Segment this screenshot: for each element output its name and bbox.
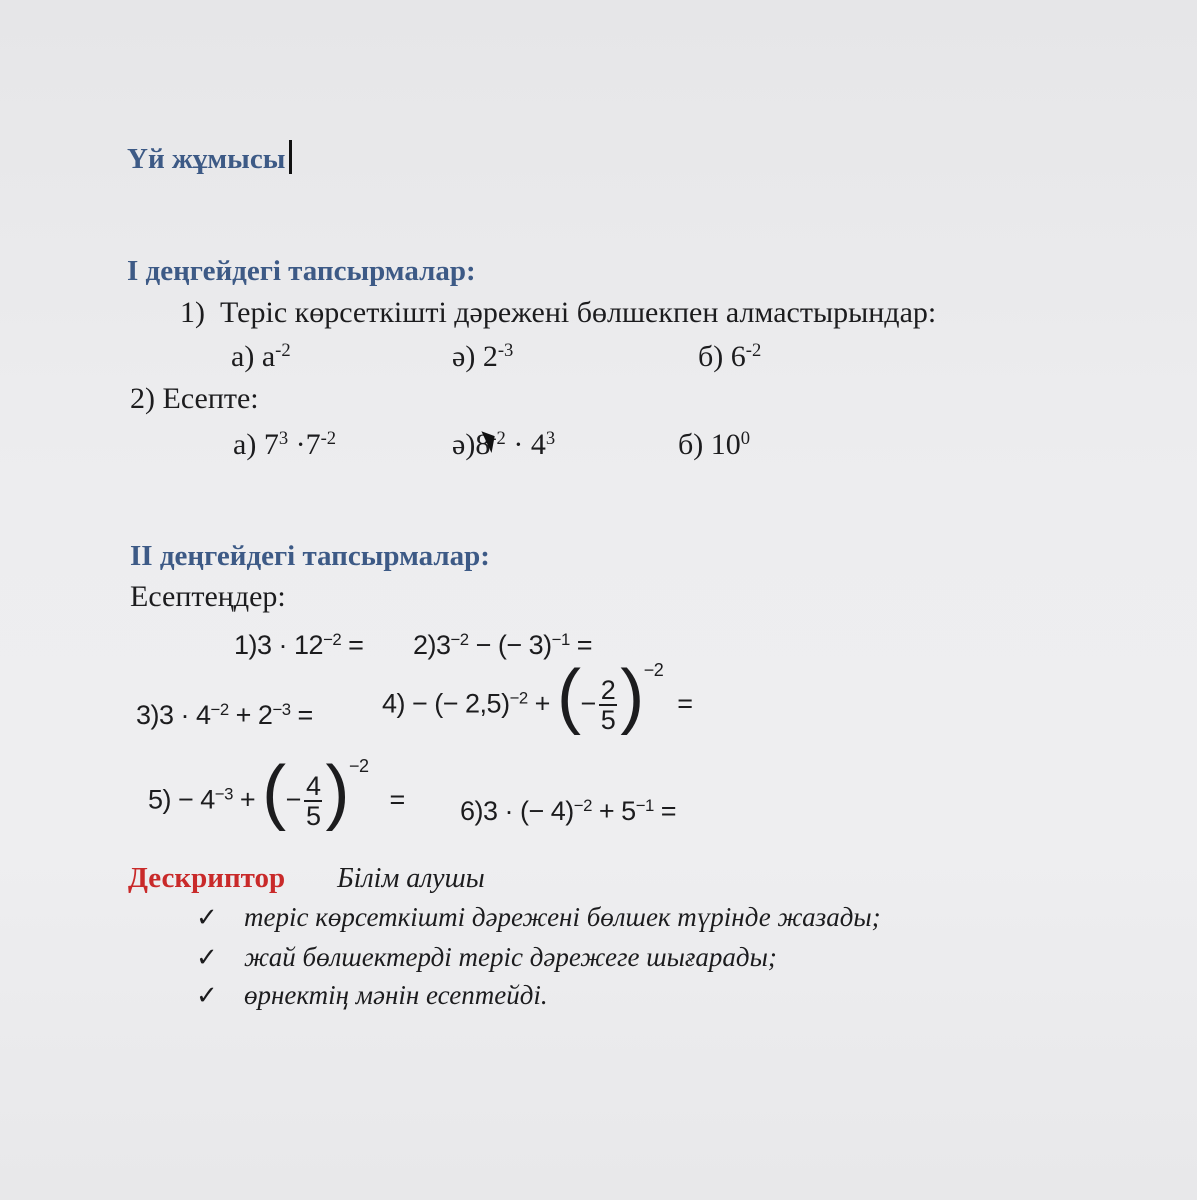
eq-exponent: −2	[210, 699, 229, 719]
task1-text: Теріс көрсеткішті дәрежені бөлшекпен алмастырындар:	[220, 296, 937, 329]
task1-line	[180, 296, 936, 330]
equation-6	[460, 796, 676, 827]
item-exponent: 0	[740, 427, 751, 449]
eq-exponent: −1	[551, 629, 570, 649]
item-base: 7	[305, 428, 321, 461]
checkmark-icon: ✓	[196, 981, 218, 1010]
eq-exponent: −2	[450, 629, 469, 649]
task1-item-ae	[452, 340, 513, 374]
eq-exponent: −2	[643, 660, 664, 681]
descriptor-header	[128, 862, 485, 895]
descriptor-label: Дескриптор	[128, 862, 286, 894]
item-label: а)	[233, 428, 257, 461]
text-cursor	[289, 140, 292, 174]
eq-part: =	[653, 796, 677, 826]
equation-3	[136, 700, 313, 731]
eq-part: 3)3 · 4	[136, 700, 211, 730]
eq-part: 5) − 4	[148, 784, 215, 815]
task1-item-b	[698, 340, 761, 374]
fraction	[304, 772, 323, 831]
item-base: 7	[263, 428, 279, 461]
page-title	[127, 140, 292, 176]
eq-exponent: −2	[573, 795, 592, 815]
task1-number: 1)	[180, 296, 205, 329]
equation-5: $5) - 4^{-3}$ + (− $\frac{4}{5}$ )$^{-2}$ =	[148, 752, 405, 833]
dot-operator: ·	[295, 428, 306, 461]
eq-part: 6)3 · (− 4)	[460, 796, 574, 826]
dot-operator: ·	[513, 428, 524, 461]
item-base: 6	[730, 340, 746, 373]
eq-part: + 5	[591, 796, 636, 826]
task2-item-a	[233, 428, 336, 462]
eq-minus: −	[285, 784, 301, 815]
level1-heading: I деңгейдегі тапсырмалар:	[127, 255, 476, 287]
item-label: ә)	[452, 428, 476, 461]
eq-part: =	[341, 630, 364, 660]
descriptor-item	[196, 902, 881, 933]
eq-exponent: −3	[272, 699, 291, 719]
eq-part: =	[389, 784, 405, 815]
descriptor-subtitle: Білім алушы	[337, 863, 485, 894]
fraction-denominator: 5	[600, 705, 616, 736]
item-label: ә)	[452, 340, 476, 373]
eq-exponent: −3	[214, 784, 233, 804]
eq-part: + 2	[228, 700, 273, 730]
fraction-numerator: 4	[305, 771, 321, 801]
level2-subheading: Есептеңдер:	[130, 580, 286, 613]
descriptor-item-text: жай бөлшектерді теріс дәрежеге шығарады;	[244, 942, 777, 972]
fraction-numerator: 2	[600, 675, 616, 705]
eq-part: 4) − (− 2,5)	[382, 688, 510, 719]
task1-item-a	[231, 340, 291, 374]
eq-part: +	[527, 688, 557, 719]
eq-part: =	[677, 688, 693, 719]
task2-item-b	[678, 428, 750, 462]
item-base: 2	[482, 340, 498, 373]
item-label: б)	[678, 428, 704, 461]
eq-part: 1)3 · 12	[234, 630, 324, 660]
descriptor-item	[196, 980, 548, 1011]
item-exponent: -3	[497, 339, 514, 361]
eq-exponent: −2	[348, 756, 369, 777]
item-exponent: -2	[275, 339, 291, 361]
eq-part: 2)3	[413, 630, 451, 660]
item-exponent: 3	[278, 427, 289, 449]
item-exponent: 3	[545, 427, 556, 449]
level2-heading: II деңгейдегі тапсырмалар:	[130, 540, 490, 572]
item-label: а)	[231, 340, 255, 373]
descriptor-item-text: өрнектің мәнін есептейді.	[244, 980, 548, 1010]
eq-part: +	[232, 784, 263, 815]
eq-exponent: −1	[635, 795, 654, 815]
checkmark-icon: ✓	[196, 943, 218, 972]
equation-4: 4) − (− 2,5)$^{-2}$ + (− $\frac{2}{5}$ )$^{-2}$ =	[382, 656, 693, 737]
eq-part: − (− 3)	[468, 630, 552, 660]
checkmark-icon: ✓	[196, 903, 218, 932]
eq-part: =	[569, 630, 593, 660]
item-base: 8	[475, 428, 491, 461]
item-label: б)	[698, 340, 724, 373]
item-base: 4	[530, 428, 546, 461]
eq-exponent: −2	[509, 688, 528, 708]
task2-item-ae	[452, 428, 555, 462]
descriptor-item	[196, 942, 777, 973]
equation-1	[234, 630, 363, 661]
item-exponent: -2	[320, 427, 337, 449]
descriptor-item-text: теріс көрсеткішті дәрежені бөлшек түрінде жазады;	[244, 902, 881, 932]
title-text: Үй жұмысы	[127, 143, 286, 175]
item-exponent: -2	[490, 427, 506, 449]
eq-exponent: −2	[323, 629, 342, 649]
item-base: 10	[710, 428, 741, 461]
fraction-denominator: 5	[305, 801, 321, 832]
item-exponent: -2	[745, 339, 762, 361]
eq-part: =	[290, 700, 313, 730]
task2-label: 2) Есепте:	[130, 382, 259, 415]
fraction	[599, 676, 618, 735]
eq-minus: −	[580, 688, 596, 719]
item-base: a	[261, 340, 276, 373]
